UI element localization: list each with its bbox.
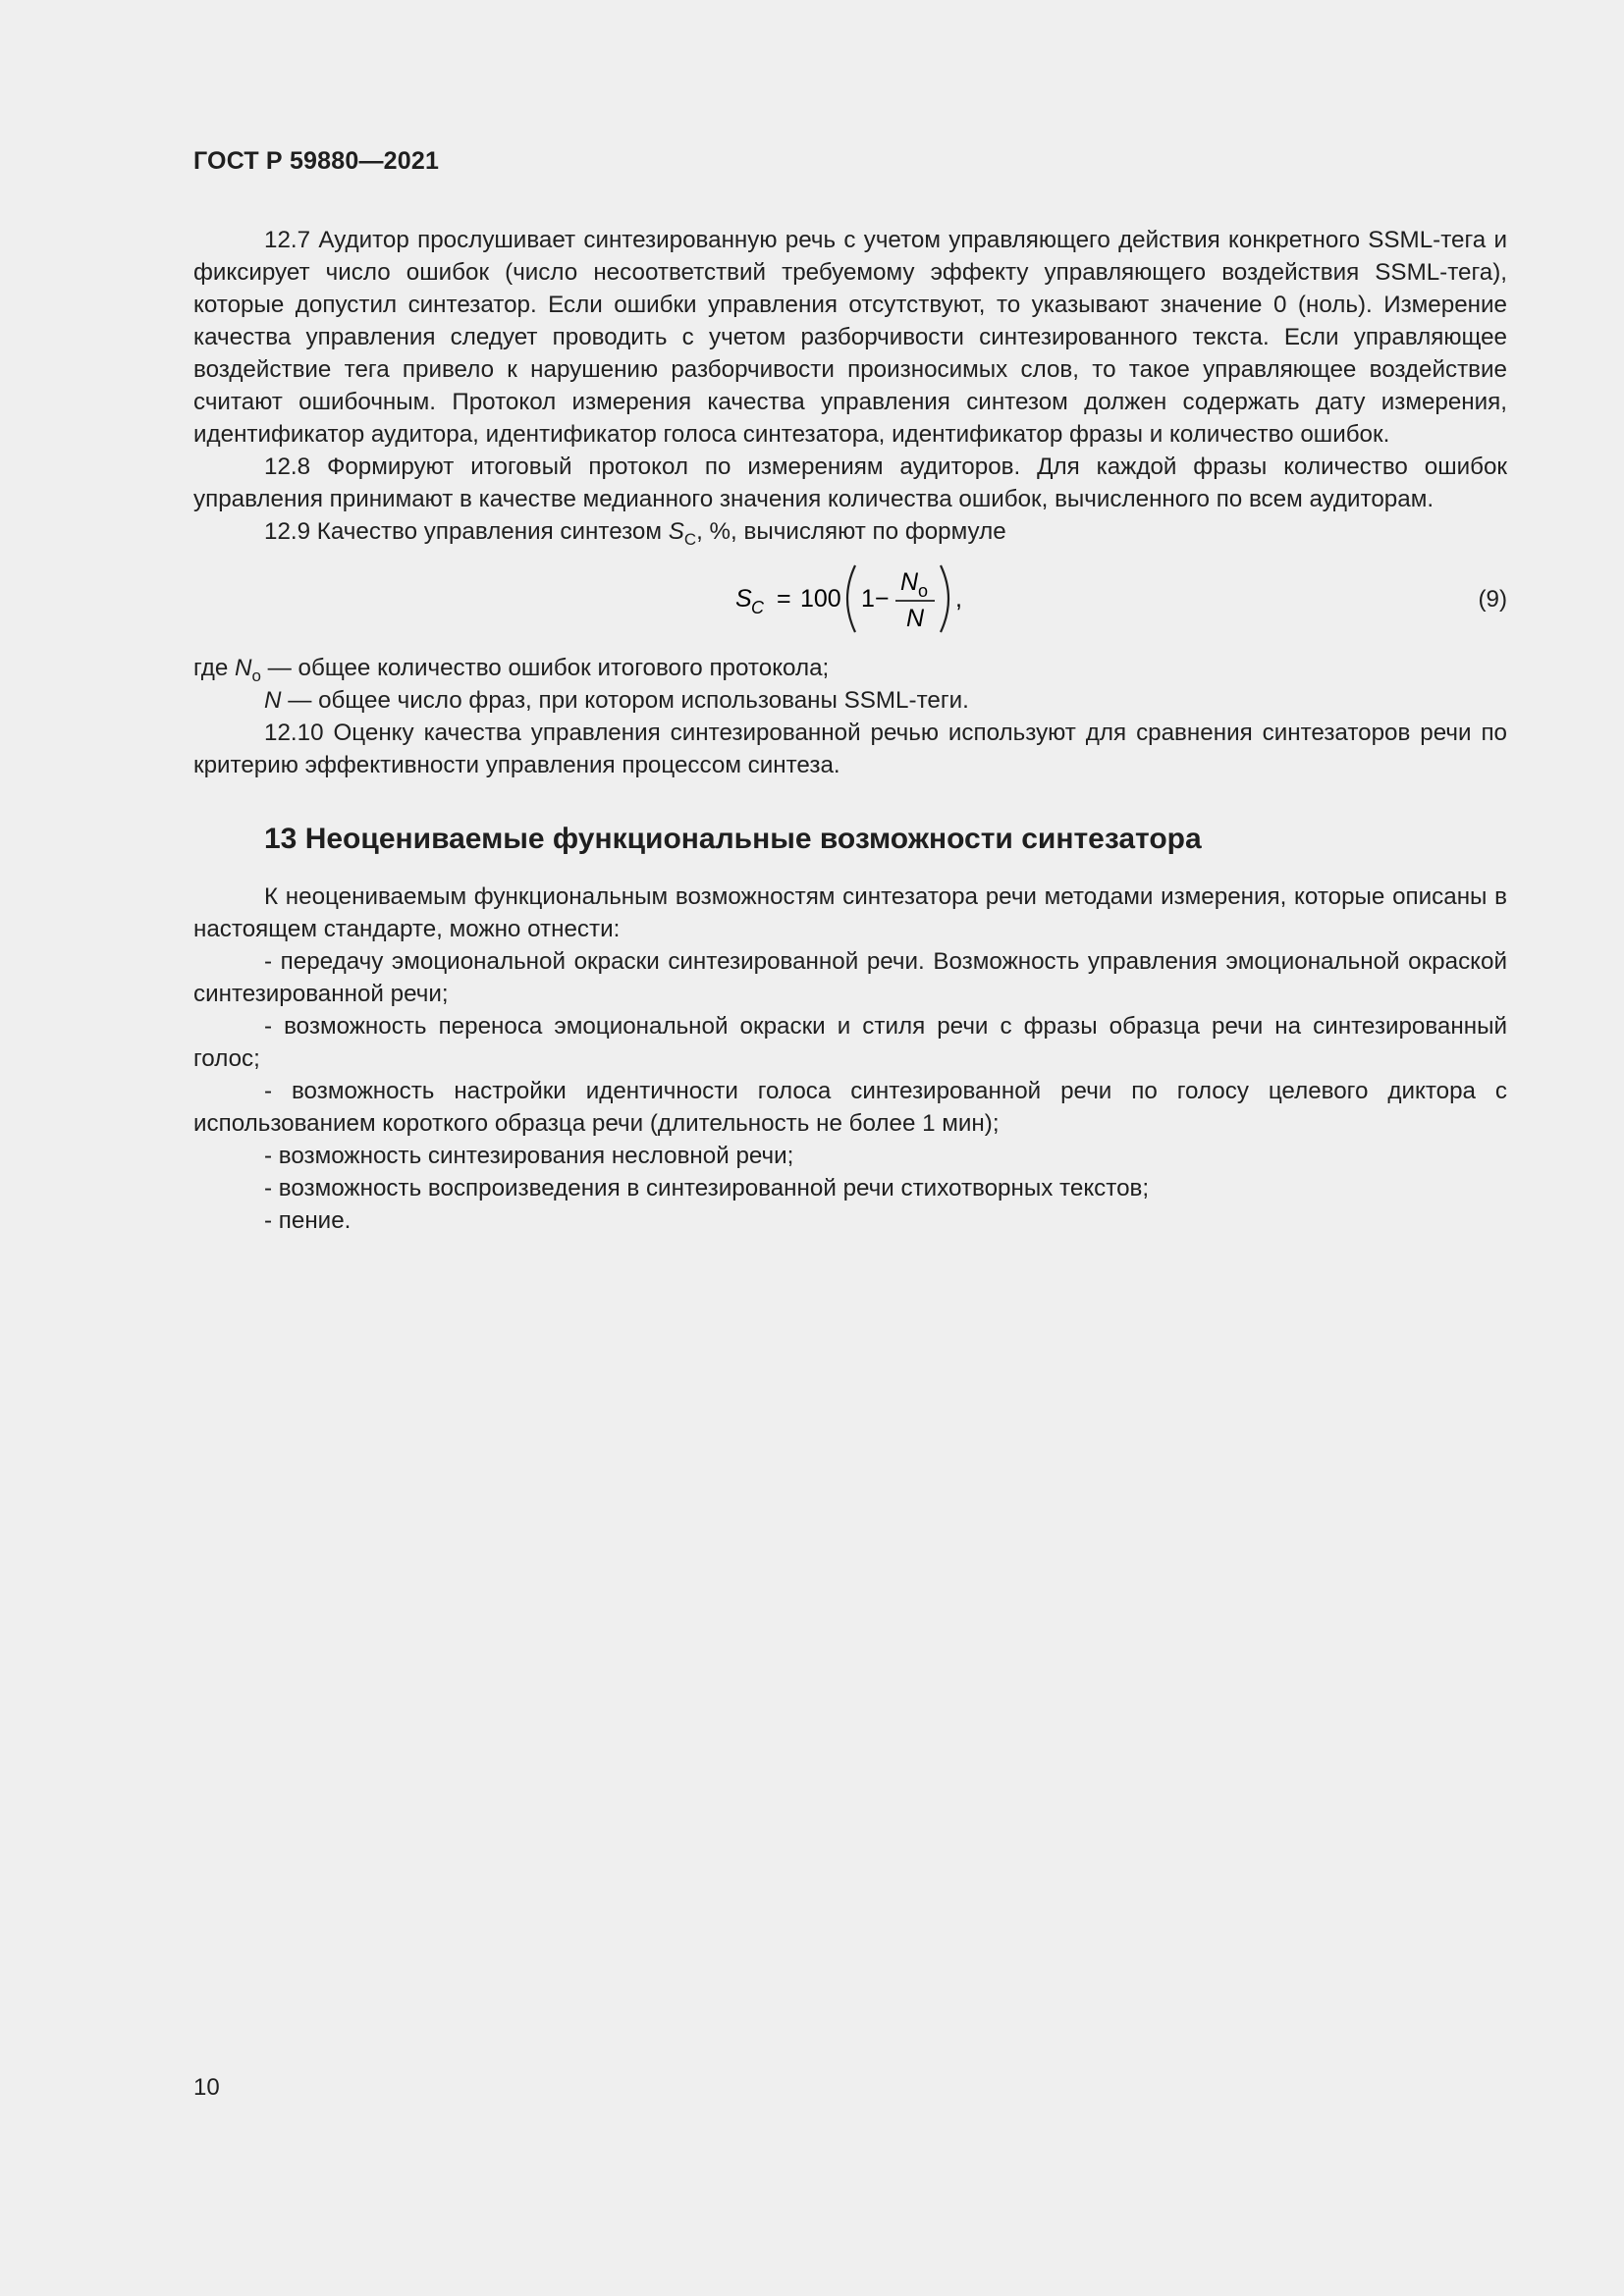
- where-n: [193, 684, 1507, 717]
- list-item: - возможность воспроизведения в синтезированной речи стихотворных текстов;: [264, 1175, 1150, 1201]
- where-n-desc: — общее число фраз, при котором использованы SSML-теги.: [281, 687, 969, 714]
- formula-left-paren: [847, 565, 855, 632]
- formula-denominator-var: N: [906, 605, 925, 632]
- paragraph-12-9: [193, 515, 1507, 548]
- formula-block: [193, 548, 1507, 652]
- formula-equals: =: [777, 585, 791, 613]
- section-13-heading: 13 Неоцениваемые функциональные возможности синтезатора: [264, 823, 1202, 855]
- where-n-var: N: [264, 687, 282, 714]
- formula-numerator-var: N: [900, 568, 919, 596]
- paragraph-12-8: 12.8 Формируют итоговый протокол по измерениям аудиторов. Для каждой фразы количество ошибок управления принимают в качестве медианного значения количества ошибок, вычисленного по всем аудиторам.: [193, 454, 1507, 512]
- formula-lhs-var: S: [735, 585, 752, 613]
- list-item: - возможность переноса эмоциональной окраски и стиля речи с фразы образца речи на синтезированный голос;: [193, 1013, 1507, 1072]
- where-n0: [193, 652, 1507, 684]
- list-item: - возможность синтезирования несловной речи;: [264, 1143, 794, 1169]
- list-item: - возможность настройки идентичности голоса синтезированной речи по голосу целевого диктора с использованием короткого образца речи (длительность не более 1 мин);: [193, 1078, 1507, 1137]
- where-n0-var: N: [235, 655, 252, 681]
- section-13-intro: К неоцениваемым функциональным возможностям синтезатора речи методами измерения, которые описаны в настоящем стандарте, можно отнести:: [193, 883, 1507, 942]
- sc-variable: S: [668, 518, 684, 545]
- paragraph-12-10: 12.10 Оценку качества управления синтезированной речью используют для сравнения синтезаторов речи по критерию эффективности управления процессом синтеза.: [193, 720, 1507, 778]
- where-prefix: где: [193, 655, 236, 681]
- standard-code: ГОСТ Р 59880—2021: [193, 147, 440, 175]
- where-n0-sub: о: [251, 666, 261, 685]
- list-item: - пение.: [264, 1207, 352, 1234]
- paragraph-12-7: 12.7 Аудитор прослушивает синтезированную речь с учетом управляющего действия конкретного SSML-тега и фиксирует число ошибок (число несоответствий требуемому эффекту управляющего воздействия SSML-тега), которые допустил синтезатор. Если ошибки управления отсутствуют, то указывают значение 0 (ноль). Измерение качества управления следует проводить с учетом разборчивости синтезированного текста. Если управляющее воздействие тега привело к нарушению разборчивости произносимых слов, то такое управляющее воздействие считают ошибочным. Протокол измерения качества управления синтезом должен содержать дату измерения, идентификатор аудитора, идентификатор голоса синтезатора, идентификатор фразы и количество ошибок.: [193, 227, 1507, 448]
- sc-subscript: C: [683, 529, 697, 549]
- paragraph-12-9-prefix: 12.9 Качество управления синтезом: [264, 518, 669, 545]
- where-n0-desc: — общее количество ошибок итогового протокола;: [260, 655, 830, 681]
- paragraph-12-9-suffix: , %, вычисляют по формуле: [696, 518, 1006, 545]
- formula-9: [735, 558, 971, 636]
- page-content: [193, 224, 1507, 1237]
- page-number: 10: [193, 2074, 220, 2101]
- list-item: - передачу эмоциональной окраски синтезированной речи. Возможность управления эмоциональной окраской синтезированной речи;: [193, 948, 1507, 1007]
- formula-one-minus: 1−: [861, 585, 890, 613]
- formula-right-paren: [941, 565, 948, 632]
- formula-trailing: ,: [955, 585, 962, 613]
- formula-coef: 100: [800, 585, 841, 613]
- formula-number: (9): [1478, 586, 1507, 613]
- formula-numerator-sub: о: [918, 581, 929, 601]
- formula-lhs-sub: C: [751, 598, 764, 617]
